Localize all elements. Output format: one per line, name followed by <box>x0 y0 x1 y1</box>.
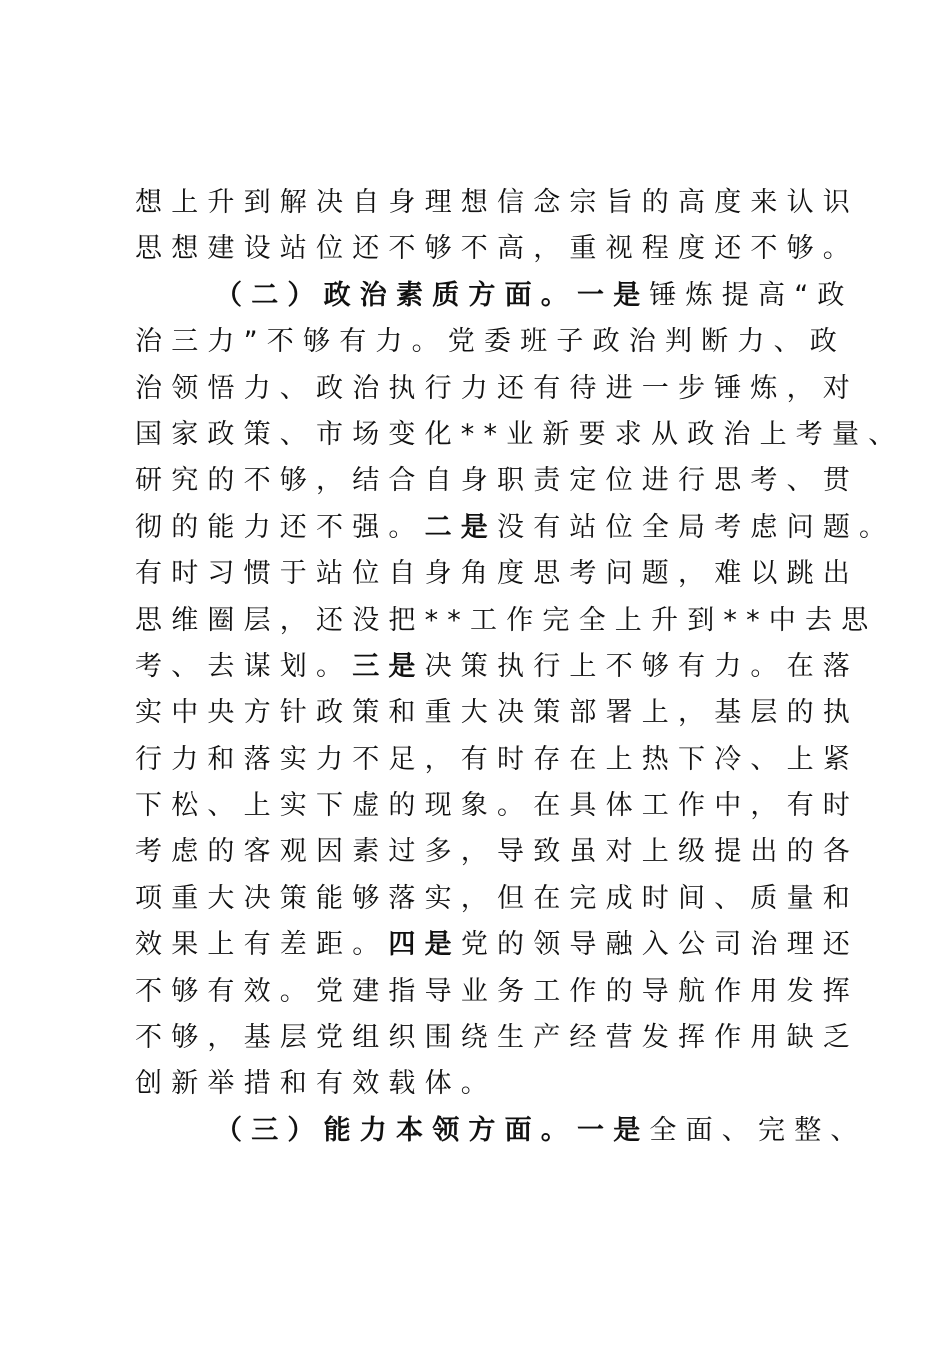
text-line <box>135 505 896 551</box>
text-line <box>135 737 859 783</box>
bold-text-segment: （二）政治素质方面。一是 <box>215 279 650 311</box>
text-segment: 考、去谋划。 <box>135 650 353 682</box>
text-segment: 锤炼提高“政 <box>649 279 854 311</box>
text-line <box>135 226 859 272</box>
text-segment: 实中央方针政策和重大决策部署上，基层的执 <box>135 697 859 729</box>
bold-text-segment: 二是 <box>424 511 498 543</box>
text-line <box>135 1015 859 1061</box>
text-line <box>135 598 878 644</box>
text-segment: 没有站位全局考虑问题。 <box>497 511 896 543</box>
bold-text-segment: （三）能力本领方面。一是 <box>215 1114 650 1146</box>
text-line <box>135 644 860 690</box>
text-segment: 国家政策、市场变化**业新要求从政治上考量、 <box>135 418 905 450</box>
text-segment: 全面、完整、 <box>649 1114 867 1146</box>
text-segment: 决策执行上不够有力。在落 <box>424 650 860 682</box>
text-segment: 创新举措和有效载体。 <box>135 1068 497 1100</box>
text-line <box>135 273 854 319</box>
text-line <box>135 319 846 365</box>
text-segment: 彻的能力还不强。 <box>135 511 425 543</box>
text-segment: 下松、上实下虚的现象。在具体工作中，有时 <box>135 790 859 822</box>
bold-text-segment: 四是 <box>388 929 461 961</box>
text-line <box>135 829 859 875</box>
text-line <box>135 1108 867 1154</box>
body-text <box>135 180 905 1154</box>
text-segment: 治领悟力、政治执行力还有待进一步锤炼，对 <box>135 372 859 404</box>
text-line <box>135 922 860 968</box>
text-segment: 效果上有差距。 <box>135 929 389 961</box>
text-line <box>135 1061 835 1107</box>
bold-text-segment: 三是 <box>352 650 425 682</box>
text-segment: 思维圈层，还没把**工作完全上升到**中去思 <box>135 604 878 636</box>
text-segment: 思想建设站位还不够不高，重视程度还不够。 <box>135 233 859 265</box>
text-line <box>135 412 905 458</box>
text-line <box>135 551 859 597</box>
text-segment: 党的领导融入公司治理还 <box>460 929 860 961</box>
text-segment: 项重大决策能够落实，但在完成时间、质量和 <box>135 882 859 914</box>
text-line <box>135 876 859 922</box>
text-segment: 治三力”不够有力。党委班子政治判断力、政 <box>135 326 846 358</box>
text-segment: 想上升到解决自身理想信念宗旨的高度来认识 <box>135 187 859 218</box>
text-line <box>135 969 859 1015</box>
text-line <box>135 458 859 504</box>
text-segment: 不够，基层党组织围绕生产经营发挥作用缺乏 <box>135 1022 859 1054</box>
text-segment: 不够有效。党建指导业务工作的导航作用发挥 <box>135 975 859 1007</box>
text-line <box>135 366 859 412</box>
text-line <box>135 783 859 829</box>
text-line <box>135 690 859 736</box>
text-segment: 考虑的客观因素过多，导致虽对上级提出的各 <box>135 836 859 868</box>
text-segment: 有时习惯于站位自身角度思考问题，难以跳出 <box>135 558 859 590</box>
text-segment: 研究的不够，结合自身职责定位进行思考、贯 <box>135 465 859 497</box>
text-line <box>135 180 859 226</box>
text-segment: 行力和落实力不足，有时存在上热下冷、上紧 <box>135 743 859 775</box>
